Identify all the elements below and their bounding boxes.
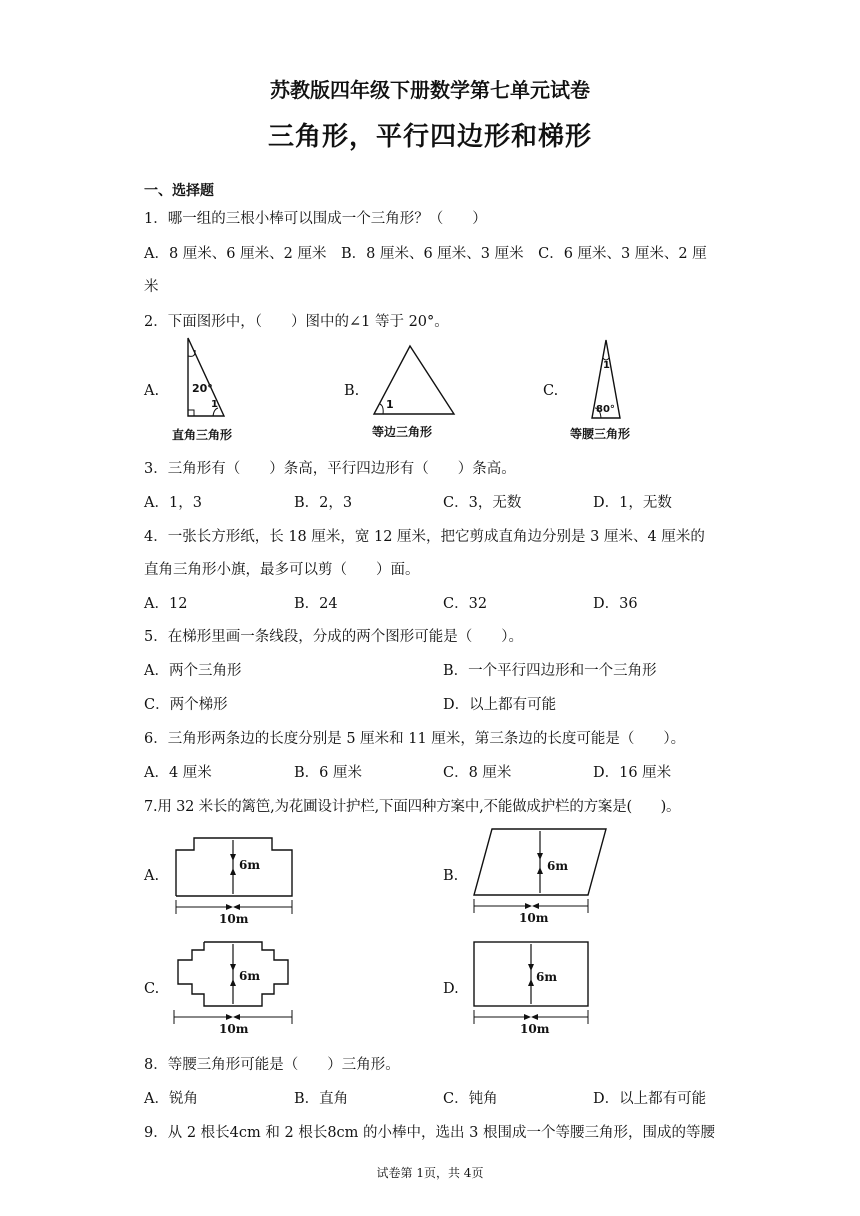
isosceles-triangle-figure [588,338,624,422]
question-2-option-b-label: B. [344,383,360,399]
isosceles-triangle-angle-1-mark: 1 [603,360,610,371]
fence-plan-b-width-label: 10m [519,911,549,925]
fence-plan-a-figure [170,828,298,928]
question-5-option-b: B．一个平行四边形和一个三角形 [443,663,657,679]
fence-plan-c-width-label: 10m [219,1022,249,1036]
question-2-option-c-label: C. [543,383,559,399]
isosceles-triangle-angle-label: 80° [596,404,615,415]
question-7-stem: 7.用 32 米长的篱笆,为花圃设计护栏,下面四种方案中,不能做成护栏的方案是( )。 [144,799,681,815]
question-3-option-d: D．1，无数 [593,495,672,511]
fence-plan-c-height-label: 6m [239,969,261,983]
right-triangle-caption: 直角三角形 [172,428,233,442]
question-5-option-d: D．以上都有可能 [443,697,557,713]
equilateral-triangle-figure [370,342,458,418]
equilateral-triangle-caption: 等边三角形 [372,425,433,439]
question-6-stem: 6．三角形两条边的长度分别是 5 厘米和 11 厘米，第三条边的长度可能是（ ）。 [144,731,686,747]
question-6-option-b: B．6 厘米 [294,765,362,781]
question-7-option-d-label: D. [443,981,459,997]
question-3-option-b: B．2，3 [294,495,353,511]
right-triangle-angle-label: 20° [192,382,213,395]
question-8-option-d: D．以上都有可能 [593,1091,707,1107]
isosceles-triangle-caption: 等腰三角形 [570,427,631,441]
question-4-option-b: B．24 [294,596,338,612]
question-9-stem: 9．从 2 根长4cm 和 2 根长8cm 的小棒中，选出 3 根围成一个等腰三角形，围成的等腰 [144,1125,715,1141]
question-4-option-d: D．36 [593,596,638,612]
question-6-option-d: D．16 厘米 [593,765,672,781]
equilateral-triangle-angle-1-mark: 1 [386,398,394,411]
question-1-options: A．8 厘米、6 厘米、2 厘米 B．8 厘米、6 厘米、3 厘米 C．6 厘米、3 厘米、2 厘 [144,246,707,262]
fence-plan-d-width-label: 10m [520,1022,550,1036]
question-5-stem: 5．在梯形里画一条线段，分成的两个图形可能是（ ）。 [144,629,523,645]
right-triangle-figure [180,336,240,420]
question-4-option-a: A．12 [144,596,188,612]
exam-title: 苏教版四年级下册数学第七单元试卷 [270,78,590,102]
exam-subtitle: 三角形，平行四边形和梯形 [267,122,592,152]
fence-plan-b-figure [470,825,610,927]
question-3-option-a: A．1，3 [144,495,202,511]
fence-plan-d-height-label: 6m [536,970,558,984]
question-5-option-a: A．两个三角形 [144,663,242,679]
question-8-option-b: B．直角 [294,1091,349,1107]
question-3-stem: 3．三角形有（ ）条高，平行四边形有（ ）条高。 [144,461,516,477]
question-5-option-c: C．两个梯形 [144,697,228,713]
fence-plan-b-height-label: 6m [547,859,569,873]
question-3-option-c: C．3，无数 [443,495,522,511]
page-footer: 试卷第 1页，共 4页 [376,1166,484,1180]
section-heading: 一、选择题 [144,183,214,199]
question-7-option-c-label: C. [144,981,160,997]
fence-plan-d-figure [470,938,594,1038]
fence-plan-a-width-label: 10m [219,912,249,926]
question-6-option-c: C．8 厘米 [443,765,512,781]
question-8-option-c: C．钝角 [443,1091,498,1107]
question-7-option-a-label: A. [144,868,160,884]
question-1-stem: 1．哪一组的三根小棒可以围成一个三角形？（ ） [144,211,487,227]
question-7-option-b-label: B. [443,868,459,884]
question-2-option-a-label: A. [144,383,160,399]
question-8-stem: 8．等腰三角形可能是（ ）三角形。 [144,1057,400,1073]
question-4-stem-line1: 4．一张长方形纸，长 18 厘米，宽 12 厘米，把它剪成直角边分别是 3 厘米、4 厘米的 [144,529,705,545]
fence-plan-a-height-label: 6m [239,858,261,872]
fence-plan-c-figure [170,938,298,1038]
right-triangle-angle-1-mark: 1 [211,399,218,410]
question-6-option-a: A．4 厘米 [144,765,212,781]
question-4-stem-line2: 直角三角形小旗，最多可以剪（ ）面。 [144,562,420,578]
question-1-options-cont: 米 [144,279,159,295]
question-8-option-a: A．锐角 [144,1091,198,1107]
question-2-stem: 2．下面图形中，（ ）图中的∠1 等于 20°。 [144,314,449,330]
question-4-option-c: C．32 [443,596,488,612]
